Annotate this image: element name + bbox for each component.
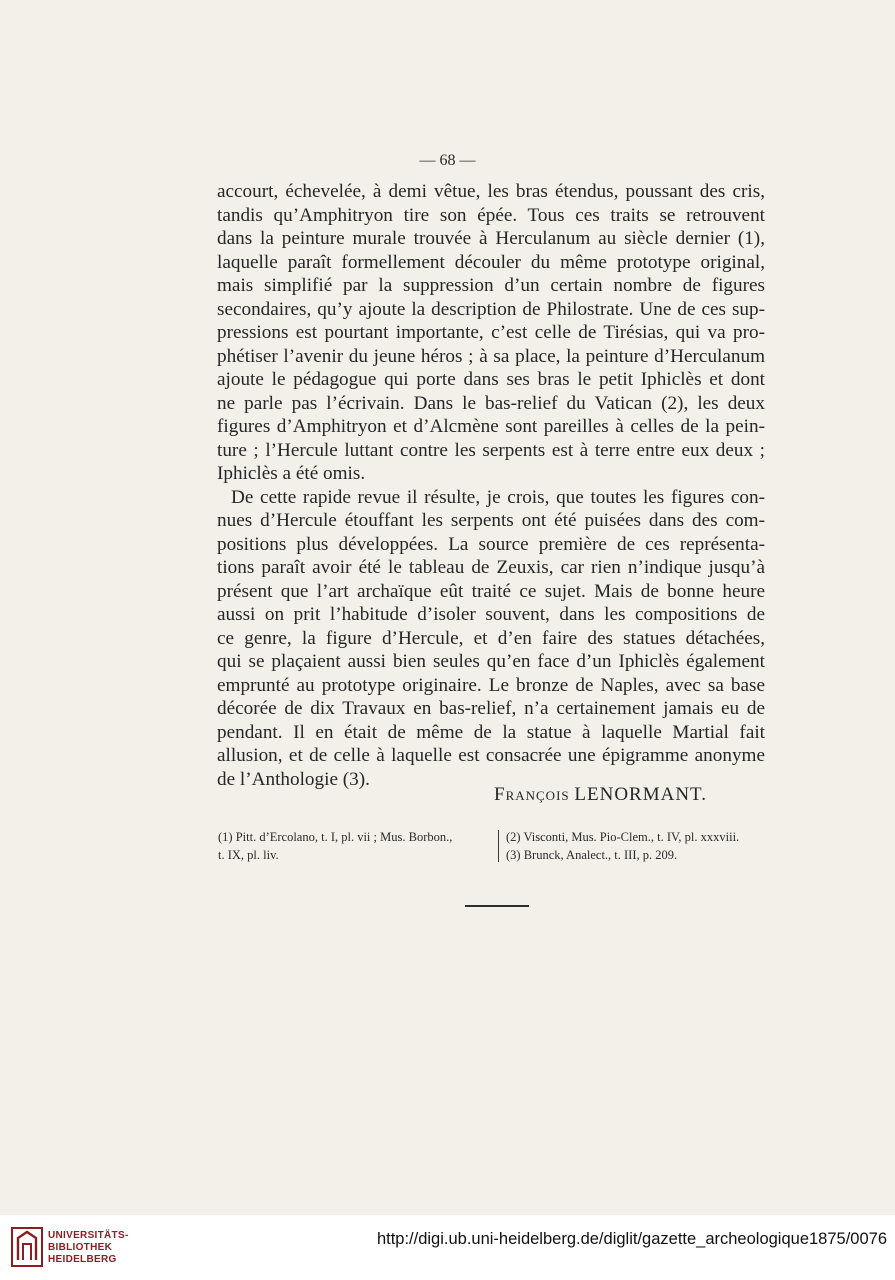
text-line: laquelle paraît formellement découler du même prototype original, — [217, 251, 765, 273]
author-signature — [494, 784, 714, 806]
text-line: pendant. Il en était de même de la statue à laquelle Martial fait — [217, 721, 765, 743]
text-line: figures d’Amphitryon et d’Alcmène sont pareilles à celles de la pein- — [217, 416, 765, 437]
text-line: pressions est pourtant importante, c’est celle de Tirésias, qui va pro- — [217, 322, 765, 343]
footnotes-right-column — [506, 828, 776, 864]
text-line: ne parle pas l’écrivain. Dans le bas-relief du Vatican (2), les deux — [217, 392, 765, 414]
text-line: de l’Anthologie (3). — [217, 768, 370, 790]
library-name-line: UNIVERSITÄTS- — [48, 1230, 129, 1241]
library-name-line: BIBLIOTHEK — [48, 1242, 113, 1253]
text-line: présent que l’art archaïque eût traité ce sujet. Mais de bonne heure — [217, 580, 765, 602]
text-line: nues d’Hercule étouffant les serpents ont été puisées dans des com- — [217, 510, 765, 531]
text-line: accourt, échevelée, à demi vêtue, les bras étendus, poussant des cris, — [217, 181, 765, 202]
text-line: secondaires, qu’y ajoute la description de Philostrate. Une de ces sup- — [217, 298, 765, 320]
body-text — [217, 180, 765, 791]
text-line: ce genre, la figure d’Hercule, et d’en faire des statues détachées, — [217, 627, 765, 649]
text-line: phétiser l’avenir du jeune héros ; à sa place, la peinture d’Herculanum — [217, 345, 765, 367]
footnote-line: (2) Visconti, Mus. Pio-Clem., t. IV, pl. xxxviii. — [506, 830, 740, 844]
library-name — [48, 1230, 129, 1266]
library-logo-icon — [10, 1224, 44, 1270]
footnote-line: (3) Brunck, Analect., t. III, p. 209. — [506, 848, 678, 862]
page-number: — 68 — — [419, 152, 476, 169]
footnote-divider — [498, 830, 499, 862]
text-line: positions plus développées. La source première de ces représenta- — [217, 533, 765, 555]
text-line: emprunté au prototype originaire. Le bronze de Naples, avec sa base — [217, 674, 765, 696]
text-line: De cette rapide revue il résulte, je crois, que toutes les figures con- — [231, 486, 765, 508]
footnotes-left-column — [218, 828, 490, 864]
text-line: mais simplifié par la suppression d’un certain nombre de figures — [217, 275, 765, 296]
viewer-footer — [0, 1216, 895, 1280]
text-line: qui se plaçaient aussi bien seules qu’en face d’un Iphiclès également — [217, 651, 765, 672]
text-line: dans la peinture murale trouvée à Herculanum au siècle dernier (1), — [217, 228, 765, 249]
text-line: tandis qu’Amphitryon tire son épée. Tous ces traits se retrouvent — [217, 204, 765, 226]
text-line: Iphiclès a été omis. — [217, 463, 366, 484]
author-first-name: François — [494, 784, 570, 805]
text-line: allusion, et de celle à laquelle est consacrée une épigramme anonyme — [217, 745, 765, 766]
text-line: ajoute le pédagogue qui porte dans ses bras le petit Iphiclès et dont — [217, 369, 765, 390]
text-line: tions paraît avoir été le tableau de Zeuxis, car rien n’indique jusqu’à — [217, 557, 765, 578]
end-rule — [465, 905, 529, 907]
text-line: décorée de dix Travaux en bas-relief, n’a certainement jamais eu de — [217, 698, 765, 719]
source-url[interactable]: http://digi.ub.uni-heidelberg.de/diglit/gazette_archeologique1875/0076 — [376, 1230, 887, 1248]
footnote-line: (1) Pitt. d’Ercolano, t. I, pl. vii ; Mus. Borbon., — [218, 830, 453, 844]
author-last-name: LENORMANT. — [574, 784, 707, 805]
text-line: ture ; l’Hercule luttant contre les serpents est à terre entre eux deux ; — [217, 439, 765, 461]
text-line: aussi on prit l’habitude d’isoler souvent, dans les compositions de — [217, 604, 765, 625]
footnote-line: t. IX, pl. liv. — [218, 848, 279, 862]
library-name-line: HEIDELBERG — [48, 1254, 117, 1265]
